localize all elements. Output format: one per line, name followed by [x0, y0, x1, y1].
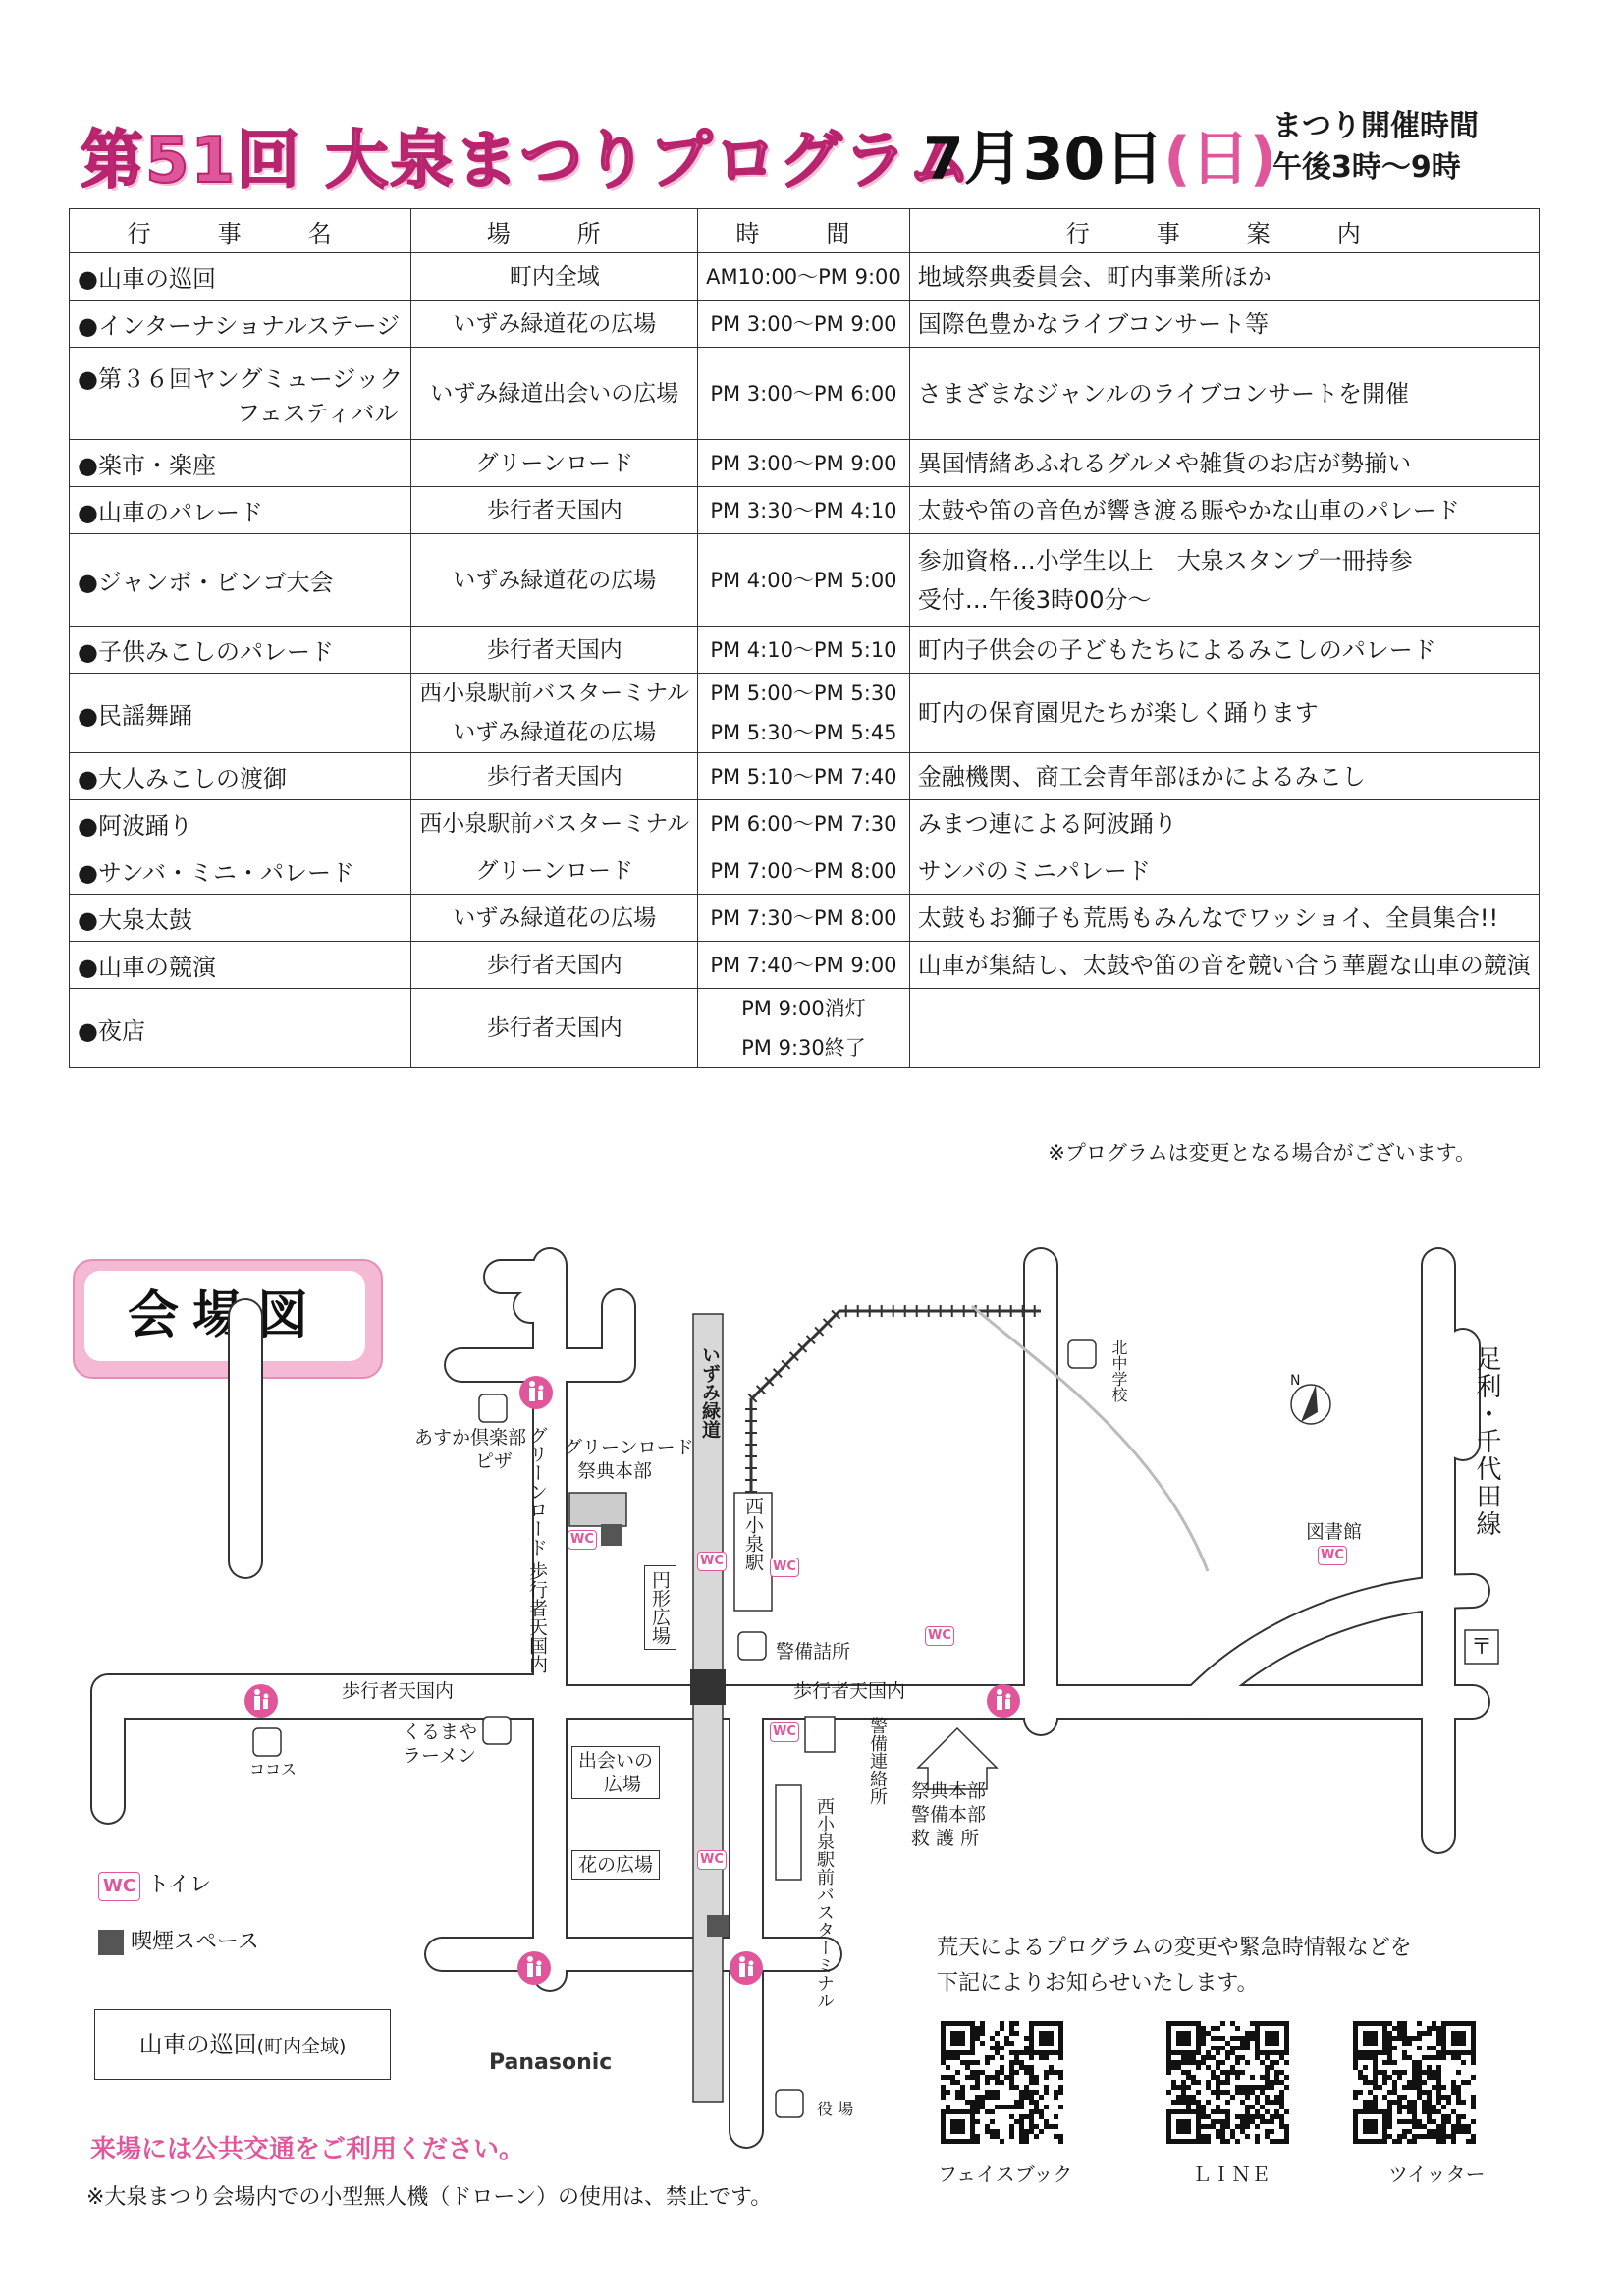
hokousha-right-label: 歩行者天国内 — [793, 1680, 906, 1702]
table-row — [70, 440, 1540, 487]
event-info: 地域祭典委員会、町内事業所ほか — [909, 253, 1539, 301]
hokousha-start-icon — [517, 1951, 551, 1985]
library-wc-icon: WC — [1318, 1544, 1347, 1565]
event-info: 参加資格…小学生以上 大泉スタンプ一冊持参 受付…午後3時00分～ — [909, 534, 1539, 627]
north-label: N — [1290, 1373, 1301, 1389]
date-main: 7月30日 — [923, 125, 1164, 193]
asuka-club-building — [479, 1394, 507, 1422]
event-time: PM 3:00～PM 6:00 — [698, 348, 910, 440]
event-place: 歩行者天国内 — [411, 627, 698, 674]
event-name: ●インターナショナルステージ — [70, 301, 411, 348]
event-place: 歩行者天国内 — [411, 942, 698, 989]
event-time: PM 3:30～PM 4:10 — [698, 487, 910, 534]
hours-value: 午後3時～9時 — [1272, 150, 1461, 185]
event-name: ●子供みこしのパレード — [70, 627, 411, 674]
green-road-v-label: グリーンロード — [526, 1426, 548, 1557]
event-info: 太鼓もお獅子も荒馬もみんなでワッショイ、全員集合!! — [909, 895, 1539, 942]
event-time: PM 6:00～PM 7:30 — [698, 800, 910, 847]
library-label: 図書館 — [1306, 1521, 1363, 1543]
asuka-label: あすか倶楽部 ピザ — [414, 1427, 527, 1472]
legend-dashi-route: 山車の巡回(町内全域) — [94, 2009, 391, 2080]
qr-label-twitter: ツイッター — [1388, 2162, 1486, 2186]
kurumaya-label: くるまや ラーメン — [403, 1722, 478, 1767]
event-time: PM 7:30～PM 8:00 — [698, 895, 910, 942]
table-row — [70, 348, 1540, 440]
qr-codes — [941, 2021, 1500, 2149]
keibi-renraku-label: 警備連絡所 — [867, 1717, 888, 1805]
event-date — [923, 112, 1276, 196]
enkei-hiroba-label: 円形広場 — [644, 1565, 676, 1650]
event-info: サンバのミニパレード — [909, 847, 1539, 895]
bus-terminal-label: 西小泉駅前バスターミナル — [814, 1797, 835, 2009]
event-place: いずみ緑道出会いの広場 — [411, 348, 698, 440]
wc-icon: WC — [697, 1848, 727, 1870]
event-info: 町内の保育園児たちが楽しく踊ります — [909, 674, 1539, 753]
event-place: グリーンロード — [411, 847, 698, 895]
event-name: ●サンバ・ミニ・パレード — [70, 847, 411, 895]
keibi-tsumesho-label: 警備詰所 — [776, 1641, 851, 1663]
event-time: PM 5:10～PM 7:40 — [698, 753, 910, 800]
event-info: さまざまなジャンルのライブコンサートを開催 — [909, 348, 1539, 440]
qr-label-line: ＬＩＮＥ — [1192, 2162, 1271, 2186]
smoking-icon — [98, 1930, 124, 1955]
legend-smoking — [98, 1925, 259, 1955]
saiten-hq-label: 祭典本部 警備本部 救 護 所 — [911, 1780, 987, 1849]
keibi-tsumesho-building — [738, 1632, 766, 1660]
hana-hiroba-label: 花の広場 — [571, 1850, 660, 1880]
event-name: ●大人みこしの渡御 — [70, 753, 411, 800]
col-header-info: 行 事 案 内 — [909, 209, 1539, 253]
event-name: ●民謡舞踊 — [70, 674, 411, 753]
event-name: ●大泉太鼓 — [70, 895, 411, 942]
program-table — [69, 208, 1540, 1068]
green-road-hq-label: グリーンロード 祭典本部 — [564, 1437, 694, 1482]
wc-icon: WC — [98, 1872, 140, 1901]
table-row — [70, 847, 1540, 895]
legend-smoking-label: 喫煙スペース — [131, 1930, 259, 1954]
qr-label-facebook: フェイスブック — [938, 2162, 1073, 2186]
event-place: 歩行者天国内 — [411, 753, 698, 800]
event-name: ●山車の巡回 — [70, 253, 411, 301]
event-time: PM 3:00～PM 9:00 — [698, 440, 910, 487]
event-info: 金融機関、商工会青年部ほかによるみこし — [909, 753, 1539, 800]
date-weekday: (日) — [1163, 125, 1277, 193]
hokousha-v-label: 歩行者天国内 — [526, 1561, 548, 1673]
kita-chu-building — [1068, 1340, 1096, 1368]
event-place: 歩行者天国内 — [411, 989, 698, 1068]
bus-terminal-building — [776, 1785, 801, 1880]
table-row — [70, 753, 1540, 800]
event-info: みまつ連による阿波踊り — [909, 800, 1539, 847]
hokousha-start-icon — [987, 1684, 1020, 1718]
table-row — [70, 301, 1540, 348]
kurumaya-building — [483, 1717, 511, 1744]
event-time: PM 5:00～PM 5:30 PM 5:30～PM 5:45 — [698, 674, 910, 753]
event-time: PM 7:40～PM 9:00 — [698, 942, 910, 989]
keibi-renraku-building — [805, 1717, 835, 1752]
compass-icon — [1291, 1385, 1330, 1424]
drone-notice: ※大泉まつり会場内での小型無人機（ドローン）の使用は、禁止です。 — [86, 2185, 773, 2210]
event-time: PM 3:00～PM 9:00 — [698, 301, 910, 348]
event-place: いずみ緑道花の広場 — [411, 301, 698, 348]
enkei-gate-icon — [690, 1669, 726, 1705]
kita-chu-label: 北中学校 — [1109, 1339, 1128, 1402]
table-row — [70, 895, 1540, 942]
table-row — [70, 989, 1540, 1068]
event-place: いずみ緑道花の広場 — [411, 895, 698, 942]
emergency-info-notice: 荒天によるプログラムの変更や緊急時情報などを 下記によりお知らせいたします。 — [937, 1936, 1412, 1995]
table-row — [70, 800, 1540, 847]
hours-label: まつり開催時間 — [1272, 109, 1479, 143]
qr-code-icon[interactable] — [1166, 2021, 1289, 2144]
legend-toilet-label: トイレ — [147, 1873, 211, 1897]
event-info — [909, 989, 1539, 1068]
event-place: いずみ緑道花の広場 — [411, 534, 698, 627]
table-header-row — [70, 209, 1540, 253]
event-info: 異国情緒あふれるグルメや雑貨のお店が勢揃い — [909, 440, 1539, 487]
hokousha-start-icon — [730, 1951, 763, 1985]
table-row — [70, 942, 1540, 989]
legend-toilet — [98, 1868, 211, 1901]
qr-code-icon[interactable] — [1353, 2021, 1476, 2144]
event-name: ●山車のパレード — [70, 487, 411, 534]
public-transport-notice: 来場には公共交通をご利用ください。 — [90, 2135, 525, 2164]
izumi-ryokudo-label: いずみ緑道 — [699, 1345, 721, 1439]
page-title: 第51回 大泉まつりプログラム — [81, 125, 973, 197]
hokousha-start-icon — [519, 1376, 553, 1409]
event-info: 太鼓や笛の音色が響き渡る賑やかな山車のパレード — [909, 487, 1539, 534]
event-place: 歩行者天国内 — [411, 487, 698, 534]
festival-hours — [1272, 106, 1479, 189]
event-time: PM 7:00～PM 8:00 — [698, 847, 910, 895]
wc-icon: WC — [770, 1556, 799, 1577]
col-header-name: 行 事 名 — [70, 209, 411, 253]
yakuba-building — [776, 2090, 803, 2117]
event-time: AM10:00～PM 9:00 — [698, 253, 910, 301]
wc-icon: WC — [925, 1624, 954, 1646]
program-change-note: ※プログラムは変更となる場合がございます。 — [1048, 1141, 1476, 1165]
table-row — [70, 627, 1540, 674]
table-row — [70, 487, 1540, 534]
table-row — [70, 534, 1540, 627]
event-info: 国際色豊かなライブコンサート等 — [909, 301, 1539, 348]
event-name: ●阿波踊り — [70, 800, 411, 847]
event-place: 町内全域 — [411, 253, 698, 301]
wc-icon: WC — [770, 1721, 799, 1742]
event-info: 町内子供会の子どもたちによるみこしのパレード — [909, 627, 1539, 674]
qr-code-icon[interactable] — [941, 2021, 1063, 2144]
ashikaga-chiyoda-line-label: 足利・千代田線 — [1472, 1345, 1501, 1538]
event-time: PM 4:00～PM 5:00 — [698, 534, 910, 627]
table-row — [70, 253, 1540, 301]
table-row — [70, 674, 1540, 753]
hokousha-start-icon — [244, 1684, 278, 1718]
event-name: ●楽市・楽座 — [70, 440, 411, 487]
wc-icon: WC — [568, 1528, 597, 1550]
event-name: ●ジャンボ・ビンゴ大会 — [70, 534, 411, 627]
col-header-time: 時 間 — [698, 209, 910, 253]
deai-hiroba-label: 出会いの 広場 — [571, 1746, 660, 1799]
yakuba-label: 役 場 — [817, 2100, 854, 2118]
post-office-icon: 〒 — [1470, 1635, 1493, 1660]
coccos-building — [253, 1728, 281, 1756]
panasonic-label: Panasonic — [489, 2050, 613, 2075]
event-name: ●山車の競演 — [70, 942, 411, 989]
event-place: グリーンロード — [411, 440, 698, 487]
col-header-place: 場 所 — [411, 209, 698, 253]
event-name: ●夜店 — [70, 989, 411, 1068]
event-name: ●第３６回ヤングミュージック フェスティバル — [70, 348, 411, 440]
coccos-label: ココス — [249, 1760, 298, 1778]
event-place: 西小泉駅前バスターミナル いずみ緑道花の広場 — [411, 674, 698, 753]
event-info: 山車が集結し、太鼓や笛の音を競い合う華麗な山車の競演 — [909, 942, 1539, 989]
green-road-hq-building — [569, 1493, 626, 1526]
nishikoizumi-station-label: 西小泉駅 — [742, 1497, 764, 1571]
map-title: 会場図 — [84, 1271, 365, 1361]
wc-icon: WC — [697, 1550, 727, 1571]
event-time: PM 9:00消灯 PM 9:30終了 — [698, 989, 910, 1068]
event-place: 西小泉駅前バスターミナル — [411, 800, 698, 847]
event-time: PM 4:10～PM 5:10 — [698, 627, 910, 674]
hokousha-left-label: 歩行者天国内 — [342, 1680, 455, 1702]
